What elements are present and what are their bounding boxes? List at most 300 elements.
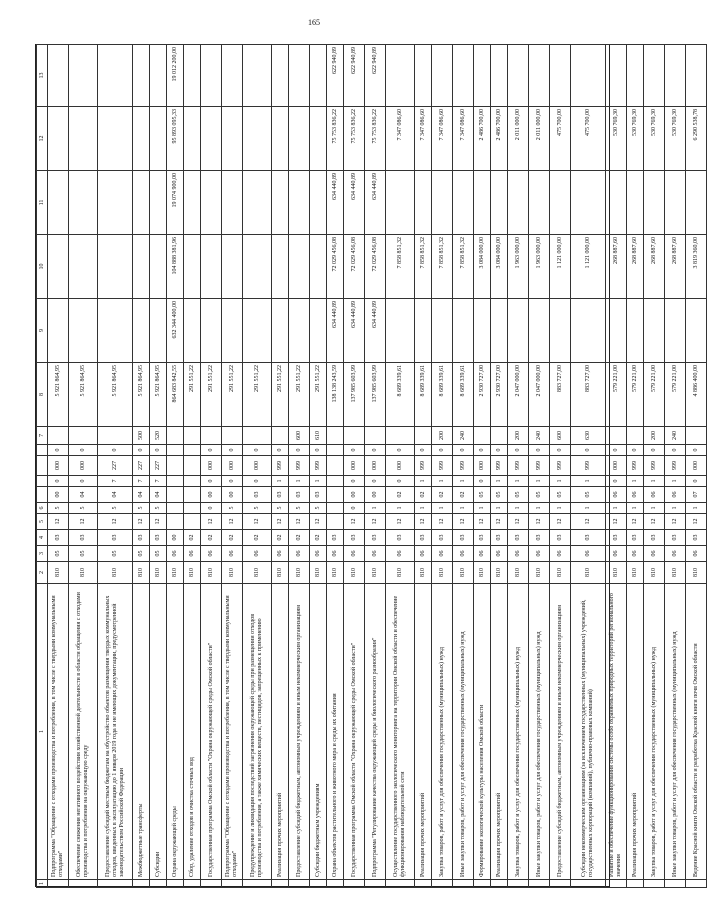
table-row (550, 45, 571, 888)
code-cell: 227 (150, 456, 167, 476)
row-description: Иные закупки товаров, работ и услуг для обеспечения государственных (муниципальных) нужд (453, 584, 474, 880)
code-cell: 02 (310, 530, 327, 546)
code-cell (184, 476, 201, 487)
code-cell: 1 (627, 503, 644, 514)
amount-cell (201, 107, 222, 171)
code-cell: 06 (432, 546, 453, 562)
table-row (289, 45, 310, 888)
code-cell (627, 427, 644, 445)
amount-cell: 2 047 000,00 (508, 363, 529, 427)
amount-cell: 7 347 086,60 (386, 107, 415, 171)
row-description: Государственная программа Омской области "Охрана окружающей среды Омской области" (201, 584, 222, 880)
amount-cell (386, 299, 415, 363)
code-cell: 810 (508, 562, 529, 584)
code-cell (365, 880, 386, 888)
amount-cell (508, 45, 529, 107)
code-cell: 12 (453, 514, 474, 530)
code-cell (167, 503, 184, 514)
code-cell: 12 (98, 514, 133, 530)
code-cell: 05 (474, 487, 491, 503)
amount-cell (69, 45, 98, 107)
code-cell: 03 (432, 530, 453, 546)
code-cell: 1 (665, 476, 686, 487)
amount-cell: 2 011 000,00 (508, 107, 529, 171)
amount-cell: 7 858 851,32 (432, 235, 453, 299)
table-row (272, 45, 289, 888)
code-cell: 02 (272, 530, 289, 546)
code-cell: 240 (665, 427, 686, 445)
amount-cell: 104 888 381,96 (167, 235, 184, 299)
row-description: Охрана объектов растительного и животного мира и среды их обитания (327, 584, 344, 880)
code-cell: 0 (474, 476, 491, 487)
code-cell: 12 (665, 514, 686, 530)
amount-cell (665, 45, 686, 107)
code-cell: 0 (150, 445, 167, 456)
code-cell: 810 (69, 562, 98, 584)
code-cell (201, 880, 222, 888)
amount-cell: 634 440,89 (327, 171, 344, 235)
amount-cell (272, 235, 289, 299)
amount-cell (272, 107, 289, 171)
amount-cell (222, 235, 243, 299)
amount-cell: 8 689 339,61 (386, 363, 415, 427)
amount-cell (69, 107, 98, 171)
column-number-cell: 12 (37, 107, 48, 171)
code-cell: 03 (48, 530, 69, 546)
amount-cell: 291 551,22 (201, 363, 222, 427)
table-row (184, 45, 201, 888)
code-cell: 12 (365, 514, 386, 530)
code-cell: 12 (133, 514, 150, 530)
code-cell: 0 (133, 445, 150, 456)
code-cell: 02 (243, 530, 272, 546)
code-cell: 810 (272, 562, 289, 584)
amount-cell: 268 887,60 (665, 235, 686, 299)
amount-cell: 3 819 360,00 (686, 235, 707, 299)
code-cell: 810 (571, 562, 606, 584)
code-cell: 12 (310, 514, 327, 530)
code-cell: 0 (48, 445, 69, 456)
amount-cell (474, 299, 491, 363)
amount-cell: 3 084 000,00 (491, 235, 508, 299)
code-cell: 1 (508, 476, 529, 487)
code-cell (344, 427, 365, 445)
table-row (133, 45, 150, 888)
amount-cell: 622 940,89 (327, 45, 344, 107)
code-cell: 0 (386, 445, 415, 456)
code-cell: 0 (665, 445, 686, 456)
amount-cell: 530 769,30 (665, 107, 686, 171)
code-cell: 03 (686, 530, 707, 546)
amount-cell (243, 107, 272, 171)
code-cell (184, 427, 201, 445)
amount-cell (686, 45, 707, 107)
code-cell: 06 (222, 546, 243, 562)
code-cell (415, 427, 432, 445)
column-number-cell: 8 (37, 363, 48, 427)
amount-cell: 475 700,00 (571, 107, 606, 171)
code-cell (386, 427, 415, 445)
code-cell: 07 (686, 487, 707, 503)
amount-cell: 291 551,22 (184, 363, 201, 427)
code-cell: 12 (474, 514, 491, 530)
row-description: Подпрограмма "Обращение с отходами производства и потребления, в том числе с твердыми коммунальными отходами" (222, 584, 243, 880)
amount-cell: 2 930 727,00 (474, 363, 491, 427)
code-cell: 999 (491, 456, 508, 476)
row-description: Межбюджетные трансферты (133, 584, 150, 880)
code-cell: 02 (415, 487, 432, 503)
code-cell (69, 427, 98, 445)
code-cell: 1 (453, 476, 474, 487)
code-cell: 999 (289, 456, 310, 476)
column-number-cell: 9 (37, 299, 48, 363)
row-description: Охрана окружающей среды (167, 584, 184, 880)
code-cell: 810 (432, 562, 453, 584)
code-cell: 03 (665, 530, 686, 546)
code-cell (606, 427, 627, 445)
amount-cell (550, 45, 571, 107)
code-cell: 1 (627, 476, 644, 487)
code-cell: 12 (289, 514, 310, 530)
code-cell: 03 (627, 530, 644, 546)
code-cell: 12 (432, 514, 453, 530)
code-cell: 05 (508, 487, 529, 503)
amount-cell (665, 171, 686, 235)
code-cell: 500 (133, 427, 150, 445)
code-cell: 227 (133, 456, 150, 476)
code-cell: 06 (606, 546, 627, 562)
row-description: Предупреждение и ликвидация последствий загрязнения окружающей среды при размещении отходов производства и потребления, а также химических веществ, пестицидов, запрещенных к применению (243, 584, 272, 880)
amount-cell: 634 440,89 (365, 299, 386, 363)
amount-cell: 1 963 000,00 (508, 235, 529, 299)
amount-cell: 1 963 000,00 (529, 235, 550, 299)
amount-cell (627, 171, 644, 235)
code-cell: 06 (627, 487, 644, 503)
code-cell: 03 (508, 530, 529, 546)
amount-cell (550, 299, 571, 363)
code-cell: 12 (69, 514, 98, 530)
code-cell: 03 (327, 530, 344, 546)
table-row (243, 45, 272, 888)
code-cell: 02 (386, 487, 415, 503)
code-cell (184, 880, 201, 888)
amount-cell (98, 107, 133, 171)
amount-cell: 4 886 400,00 (686, 363, 707, 427)
code-cell: 06 (571, 546, 606, 562)
code-cell: 06 (344, 546, 365, 562)
code-cell (98, 880, 133, 888)
code-cell: 03 (344, 530, 365, 546)
code-cell: 12 (386, 514, 415, 530)
code-cell (327, 476, 344, 487)
table-row (310, 45, 327, 888)
code-cell: 999 (272, 456, 289, 476)
row-description: Иные закупки товаров, работ и услуг для обеспечения государственных (муниципальных) нужд (529, 584, 550, 880)
code-cell: 810 (98, 562, 133, 584)
code-cell: 0 (550, 445, 571, 456)
code-cell: 000 (243, 456, 272, 476)
amount-cell (133, 299, 150, 363)
amount-cell: 2 047 000,00 (529, 363, 550, 427)
column-number-cell: 6 (37, 503, 48, 514)
code-cell (386, 880, 415, 888)
code-cell: 06 (415, 546, 432, 562)
code-cell: 00 (344, 487, 365, 503)
code-cell: 630 (571, 427, 606, 445)
code-cell: 06 (665, 487, 686, 503)
amount-cell: 530 769,30 (606, 107, 627, 171)
row-description: Развитие и обеспечение функционирования системы особо охраняемых природных территорий регионального значения (606, 584, 627, 880)
code-cell (508, 880, 529, 888)
amount-cell (48, 299, 69, 363)
code-cell: 06 (686, 546, 707, 562)
code-cell: 0 (606, 476, 627, 487)
code-cell: 03 (133, 530, 150, 546)
code-cell: 06 (474, 546, 491, 562)
code-cell (222, 880, 243, 888)
column-number-cell: 3 (37, 546, 48, 562)
code-cell: 12 (415, 514, 432, 530)
code-cell: 03 (289, 487, 310, 503)
column-number-cell (37, 445, 48, 456)
code-cell: 1 (571, 503, 606, 514)
column-number-cell: 1 (37, 880, 48, 888)
code-cell: 5 (243, 503, 272, 514)
row-description: Подпрограмма "Регулирование качества окружающей среды и биологического разнообразия" (365, 584, 386, 880)
amount-cell (150, 107, 167, 171)
code-cell: 5 (48, 503, 69, 514)
code-cell: 05 (48, 546, 69, 562)
amount-cell: 19 074 900,00 (167, 171, 184, 235)
code-cell (167, 427, 184, 445)
code-cell: 1 (686, 503, 707, 514)
code-cell: 1 (365, 503, 386, 514)
code-cell: 06 (453, 546, 474, 562)
amount-cell (453, 45, 474, 107)
code-cell: 00 (365, 487, 386, 503)
table-row (327, 45, 344, 888)
code-cell (222, 427, 243, 445)
code-cell (167, 456, 184, 476)
code-cell: 1 (491, 503, 508, 514)
amount-cell (184, 171, 201, 235)
code-cell: 02 (184, 530, 201, 546)
code-cell: 0 (627, 445, 644, 456)
code-cell (571, 880, 606, 888)
budget-table-sheet (35, 44, 699, 887)
code-cell (327, 456, 344, 476)
code-cell: 000 (69, 456, 98, 476)
code-cell: 810 (48, 562, 69, 584)
amount-cell: 5 921 864,95 (48, 363, 69, 427)
amount-cell: 291 551,22 (272, 363, 289, 427)
code-cell: 1 (644, 503, 665, 514)
amount-cell (289, 107, 310, 171)
code-cell: 1 (644, 476, 665, 487)
amount-cell (243, 235, 272, 299)
amount-cell (201, 171, 222, 235)
amount-cell: 5 921 864,95 (150, 363, 167, 427)
amount-cell: 2 930 727,00 (491, 363, 508, 427)
code-cell: 0 (98, 445, 133, 456)
amount-cell (508, 171, 529, 235)
code-cell: 02 (222, 530, 243, 546)
column-number-cell: 7 (37, 427, 48, 445)
code-cell: 04 (98, 487, 133, 503)
code-cell: 06 (310, 546, 327, 562)
row-description: Субсидии (150, 584, 167, 880)
code-cell: 04 (69, 487, 98, 503)
code-cell: 0 (606, 445, 627, 456)
code-cell: 12 (644, 514, 665, 530)
code-cell: 0 (201, 503, 222, 514)
table-row (665, 45, 686, 888)
table-row (686, 45, 707, 888)
column-number-cell: 4 (37, 530, 48, 546)
amount-cell (272, 45, 289, 107)
code-cell: 1 (491, 476, 508, 487)
amount-cell: 138 138 243,59 (327, 363, 344, 427)
code-cell: 1 (415, 476, 432, 487)
table-row (98, 45, 133, 888)
code-cell: 12 (529, 514, 550, 530)
amount-cell (98, 171, 133, 235)
amount-cell (184, 45, 201, 107)
amount-cell (133, 235, 150, 299)
code-cell: 5 (289, 503, 310, 514)
amount-cell: 2 486 700,00 (474, 107, 491, 171)
amount-cell (529, 299, 550, 363)
amount-cell (453, 299, 474, 363)
code-cell: 06 (644, 546, 665, 562)
code-cell: 0 (344, 476, 365, 487)
amount-cell (48, 107, 69, 171)
amount-cell (48, 171, 69, 235)
amount-cell (415, 171, 432, 235)
code-cell: 04 (150, 487, 167, 503)
code-cell: 0 (491, 445, 508, 456)
amount-cell (201, 45, 222, 107)
row-description: Осуществление государственного экологического мониторинга на территории Омской области и обеспечение функционирования наблюдательной сети (386, 584, 415, 880)
table-body (37, 45, 707, 888)
code-cell (432, 880, 453, 888)
table-row (644, 45, 665, 888)
code-cell: 240 (529, 427, 550, 445)
amount-cell (272, 171, 289, 235)
code-cell: 03 (243, 487, 272, 503)
code-cell: 0 (686, 445, 707, 456)
code-cell: 12 (222, 514, 243, 530)
code-cell: 1 (289, 476, 310, 487)
amount-cell (508, 299, 529, 363)
amount-cell: 7 858 851,32 (453, 235, 474, 299)
amount-cell: 7 347 086,60 (415, 107, 432, 171)
amount-cell (289, 235, 310, 299)
amount-cell (133, 171, 150, 235)
amount-cell (606, 45, 627, 107)
amount-cell (150, 45, 167, 107)
amount-cell: 75 753 836,22 (327, 107, 344, 171)
code-cell: 12 (48, 514, 69, 530)
code-cell: 12 (686, 514, 707, 530)
code-cell: 00 (167, 530, 184, 546)
amount-cell (310, 107, 327, 171)
code-cell: 05 (550, 487, 571, 503)
code-cell: 05 (529, 487, 550, 503)
code-cell: 5 (133, 503, 150, 514)
code-cell: 02 (201, 530, 222, 546)
amount-cell: 7 347 086,60 (453, 107, 474, 171)
code-cell: 000 (386, 456, 415, 476)
code-cell: 810 (644, 562, 665, 584)
table-row (571, 45, 606, 888)
amount-cell (550, 171, 571, 235)
amount-cell: 7 347 086,60 (432, 107, 453, 171)
code-cell: 5 (69, 503, 98, 514)
amount-cell: 75 753 836,22 (365, 107, 386, 171)
amount-cell (571, 299, 606, 363)
amount-cell: 268 887,60 (627, 235, 644, 299)
amount-cell (453, 171, 474, 235)
code-cell: 06 (606, 487, 627, 503)
code-cell: 1 (415, 503, 432, 514)
code-cell (550, 880, 571, 888)
amount-cell (98, 45, 133, 107)
code-cell: 0 (344, 445, 365, 456)
code-cell: 1 (272, 476, 289, 487)
table-row (344, 45, 365, 888)
code-cell (184, 456, 201, 476)
code-cell: 12 (606, 514, 627, 530)
column-number-row (37, 45, 48, 888)
code-cell: 03 (571, 530, 606, 546)
code-cell: 810 (150, 562, 167, 584)
code-cell (310, 880, 327, 888)
code-cell: 1 (550, 503, 571, 514)
code-cell: 06 (491, 546, 508, 562)
code-cell (184, 445, 201, 456)
code-cell: 00 (222, 487, 243, 503)
code-cell: 999 (529, 456, 550, 476)
code-cell: 810 (686, 562, 707, 584)
amount-cell: 8 689 339,61 (415, 363, 432, 427)
row-description: Реализация прочих мероприятий (272, 584, 289, 880)
code-cell: 00 (48, 487, 69, 503)
column-number-cell: 11 (37, 171, 48, 235)
code-cell: 810 (289, 562, 310, 584)
code-cell: 06 (550, 546, 571, 562)
amount-cell (184, 299, 201, 363)
amount-cell (310, 299, 327, 363)
rotated-table-wrapper (36, 45, 699, 888)
code-cell: 5 (310, 503, 327, 514)
code-cell: 12 (508, 514, 529, 530)
budget-table (36, 44, 707, 888)
code-cell (272, 427, 289, 445)
amount-cell (627, 299, 644, 363)
code-cell: 810 (167, 562, 184, 584)
code-cell (184, 503, 201, 514)
code-cell: 610 (310, 427, 327, 445)
code-cell: 7 (133, 476, 150, 487)
code-cell: 02 (289, 530, 310, 546)
code-cell (98, 427, 133, 445)
code-cell (327, 503, 344, 514)
amount-cell (289, 299, 310, 363)
code-cell: 5 (150, 503, 167, 514)
table-row (201, 45, 222, 888)
code-cell: 810 (550, 562, 571, 584)
